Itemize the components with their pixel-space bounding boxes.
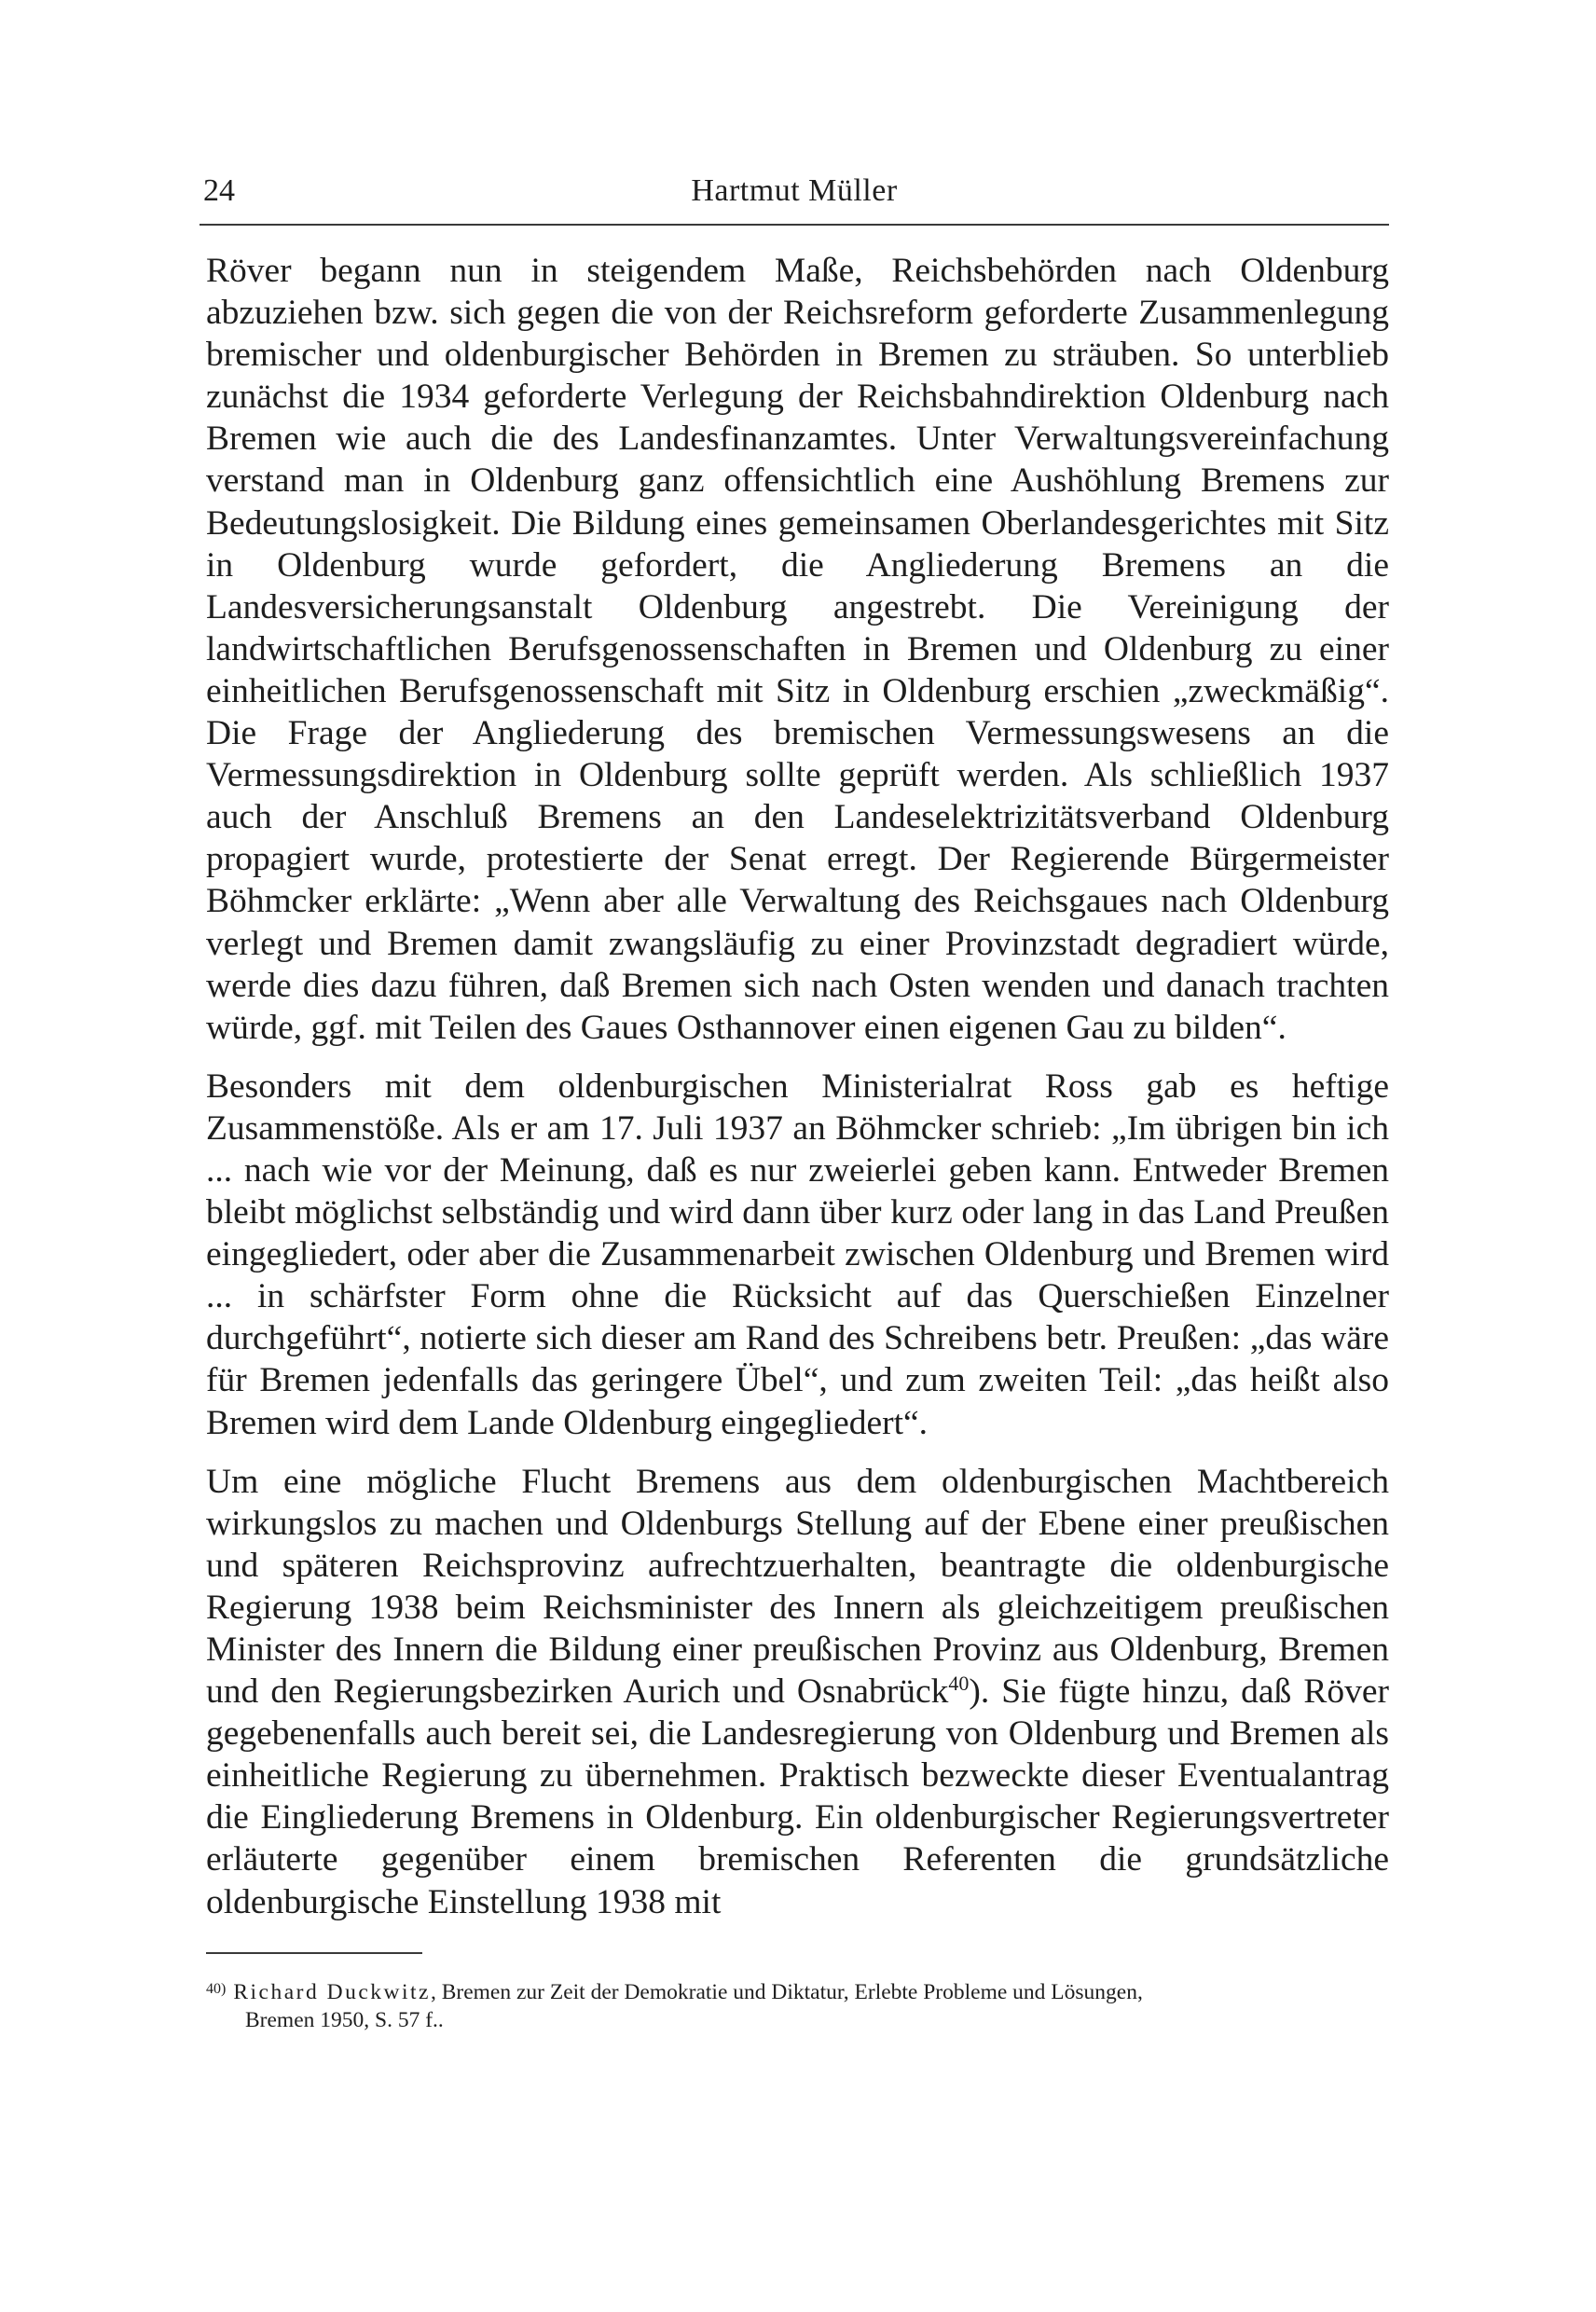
paragraph-3-text: Um eine mögliche Flucht Bremens aus dem oldenburgischen Machtbereich wirkungslos zu machen und Oldenburgs Stellung auf der Ebene einer preußischen und späteren Reichsprovinz aufrechtzuerhalten, beantragte die oldenburgische Regierung 1938 beim Reichsminister des Innern als gleichzeitigem preußischen Minister des Innern die Bildung einer preußischen Provinz aus Oldenburg, Bremen und den Regierungsbezirken Aurich und Osnabrück (206, 1462, 1389, 1712)
footnote-text-line-1: , Bremen zur Zeit der Demokratie und Diktatur, Erlebte Probleme und Lösungen, (430, 1980, 1143, 2004)
footnote-marker: 40) (206, 1981, 227, 1997)
paragraph-3-continuation: ). Sie fügte hinzu, daß Röver gegebenenfalls auch bereit sei, die Landesregierung von Oldenburg und Bremen als einheitliche Regierung zu übernehmen. Praktisch bezweckte dieser Eventualantrag die Eingliederung Bremens in Oldenburg. Ein oldenburgischer Regierungsvertreter erläuterte gegenüber einem bremischen Referenten die grundsätzliche oldenburgische Einstellung 1938 mit (206, 1672, 1389, 1921)
page-number: 24 (203, 173, 235, 208)
footnote-author: Richard Duckwitz (233, 1980, 431, 2004)
footnote-rule (206, 1952, 422, 1954)
footnote-text-line-2: Bremen 1950, S. 57 f.. (245, 2008, 444, 2032)
running-head-author: Hartmut Müller (691, 173, 898, 208)
running-head (200, 168, 1389, 214)
paragraph-3 (206, 1461, 1389, 1923)
paragraph-2: Besonders mit dem oldenburgischen Ministerialrat Ross gab es heftige Zusammenstöße. Als er am 17. Juli 1937 an Böhmcker schrieb: „Im übrigen bin ich ... nach wie vor der Meinung, daß es nur zweierlei geben kann. Entweder Bremen bleibt möglichst selbständig und wird dann über kurz oder lang in das Land Preußen eingegliedert, oder aber die Zusammenarbeit zwischen Oldenburg und Bremen wird ... in schärfster Form ohne die Rücksicht auf das Querschießen Einzelner durchgeführt“, notierte sich dieser am Rand des Schreibens betr. Preußen: „das wäre für Bremen jedenfalls das geringere Übel“, und zum zweiten Teil: „das heißt also Bremen wird dem Lande Oldenburg eingegliedert“. (206, 1067, 1389, 1442)
footnote-reference: 40 (948, 1672, 970, 1696)
footnote (206, 1978, 1389, 2034)
body-text (206, 250, 1389, 1923)
paragraph-1: Röver begann nun in steigendem Maße, Reichsbehörden nach Oldenburg abzuziehen bzw. sich gegen die von der Reichsreform geforderte Zusammenlegung bremischer und oldenburgischer Behörden in Bremen zu sträuben. So unterblieb zunächst die 1934 geforderte Verlegung der Reichsbahndirektion Oldenburg nach Bremen wie auch die des Landesfinanzamtes. Unter Verwaltungsvereinfachung verstand man in Oldenburg ganz offensichtlich eine Aushöhlung Bremens zur Bedeutungslosigkeit. Die Bildung eines gemeinsamen Oberlandesgerichtes mit Sitz in Oldenburg wurde gefordert, die Angliederung Bremens an die Landesversicherungsanstalt Oldenburg angestrebt. Die Vereinigung der landwirtschaftlichen Berufsgenossenschaften in Bremen und Oldenburg zu einer einheitlichen Berufsgenossenschaft mit Sitz in Oldenburg erschien „zweckmäßig“. Die Frage der Angliederung des bremischen Vermessungswesens an die Vermessungsdirektion in Oldenburg sollte geprüft werden. Als schließlich 1937 auch der Anschluß Bremens an den Landeselektrizitätsverband Oldenburg propagiert wurde, protestierte der Senat erregt. Der Regierende Bürgermeister Böhmcker erklärte: „Wenn aber alle Verwaltung des Reichsgaues nach Oldenburg verlegt und Bremen damit zwangsläufig zu einer Provinzstadt degradiert würde, werde dies dazu führen, daß Bremen sich nach Osten wenden und danach trachten würde, ggf. mit Teilen des Gaues Osthannover einen eigenen Gau zu bilden“. (206, 252, 1389, 1047)
header-rule (200, 224, 1389, 226)
